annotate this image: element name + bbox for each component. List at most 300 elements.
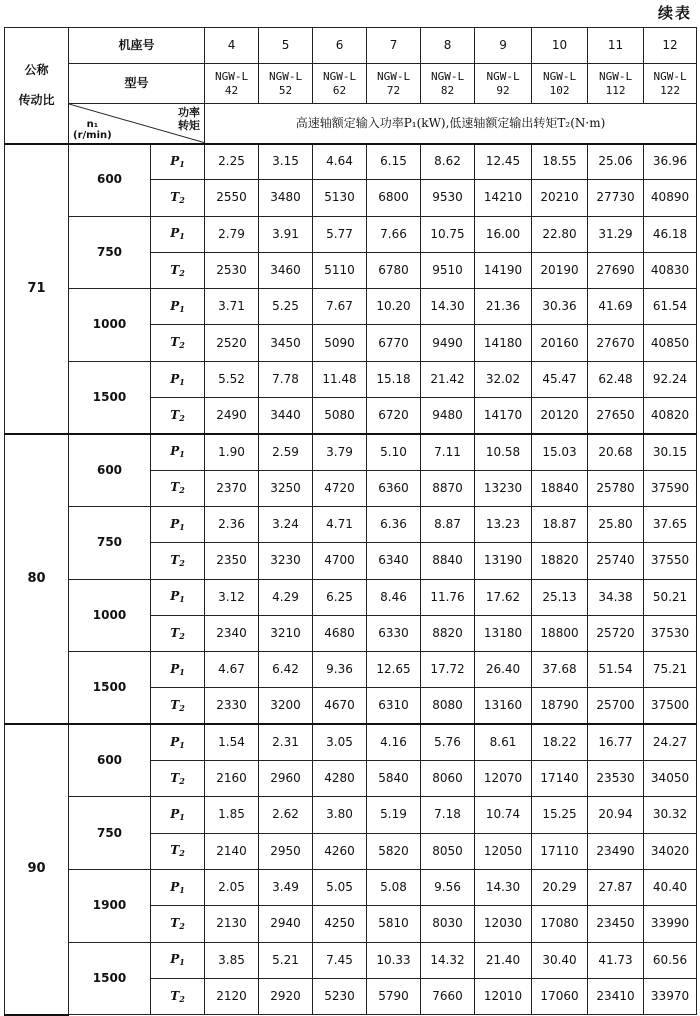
power-symbol — [151, 506, 205, 542]
power-value: 15.25 — [532, 797, 588, 833]
torque-value: 3250 — [259, 470, 313, 506]
symbol-letter: T — [170, 988, 180, 1003]
torque-value: 14170 — [475, 398, 532, 434]
ratio-column-header — [5, 28, 69, 144]
symbol-subscript: 2 — [179, 485, 185, 496]
symbol-letter: P — [170, 154, 180, 168]
power-value: 5.52 — [205, 361, 259, 397]
torque-value: 17060 — [532, 978, 588, 1014]
power-value: 1.85 — [205, 797, 259, 833]
symbol-subscript: 1 — [179, 739, 185, 750]
torque-value: 3450 — [259, 325, 313, 361]
torque-value: 2530 — [205, 252, 259, 288]
torque-value: 3230 — [259, 543, 313, 579]
symbol-letter: T — [170, 625, 180, 640]
power-value: 8.87 — [421, 506, 475, 542]
diagonal-header-cell — [69, 104, 205, 144]
power-symbol — [151, 434, 205, 470]
power-value: 4.16 — [367, 724, 421, 760]
power-value: 30.36 — [532, 289, 588, 325]
torque-value: 20160 — [532, 325, 588, 361]
symbol-subscript: 1 — [179, 957, 185, 968]
torque-value: 5090 — [313, 325, 367, 361]
table-row — [5, 797, 697, 833]
table-row — [5, 724, 697, 760]
power-value: 3.71 — [205, 289, 259, 325]
model-series: NGW-L — [653, 69, 687, 83]
torque-symbol — [151, 978, 205, 1014]
ratio-cell: 71 — [5, 144, 69, 434]
model-series: NGW-L — [430, 69, 465, 83]
torque-value: 6780 — [367, 252, 421, 288]
torque-symbol — [151, 688, 205, 724]
torque-value: 17080 — [532, 906, 588, 942]
input-speed-label — [73, 119, 112, 141]
torque-value: 37530 — [644, 615, 697, 651]
power-value: 16.77 — [588, 724, 644, 760]
torque-value: 25720 — [588, 615, 644, 651]
power-value: 25.06 — [588, 144, 644, 180]
torque-value: 18800 — [532, 615, 588, 651]
symbol-letter: T — [170, 190, 180, 205]
input-speed-cell: 750 — [69, 216, 151, 289]
symbol-subscript: 1 — [179, 521, 185, 532]
model-cell — [475, 64, 532, 104]
torque-value: 5840 — [367, 761, 421, 797]
power-symbol — [151, 144, 205, 180]
power-value: 13.23 — [475, 506, 532, 542]
symbol-letter: P — [170, 516, 180, 531]
torque-value: 14190 — [475, 252, 532, 288]
power-value: 92.24 — [644, 361, 697, 397]
frame-number-11: 11 — [588, 28, 644, 64]
power-value: 5.25 — [259, 289, 313, 325]
symbol-subscript: 2 — [179, 775, 185, 786]
model-size: 122 — [660, 83, 680, 97]
table-row — [5, 289, 697, 325]
gear-reducer-rating-table — [4, 27, 697, 1016]
torque-value: 6800 — [367, 180, 421, 216]
torque-value: 25700 — [588, 688, 644, 724]
model-size: 92 — [496, 83, 510, 97]
power-value: 7.45 — [313, 942, 367, 978]
torque-value: 23530 — [588, 761, 644, 797]
torque-value: 4670 — [313, 688, 367, 724]
table-row — [5, 144, 697, 180]
torque-value: 4260 — [313, 833, 367, 869]
torque-value: 25780 — [588, 470, 644, 506]
model-series: NGW-L — [268, 69, 303, 83]
torque-value: 5810 — [367, 906, 421, 942]
frame-number-7: 7 — [367, 28, 421, 64]
torque-value: 40890 — [644, 180, 697, 216]
power-value: 7.78 — [259, 361, 313, 397]
torque-value: 6340 — [367, 543, 421, 579]
power-value: 3.15 — [259, 144, 313, 180]
torque-value: 40820 — [644, 398, 697, 434]
symbol-subscript: 1 — [179, 376, 185, 387]
power-value: 10.20 — [367, 289, 421, 325]
power-value: 3.49 — [259, 869, 313, 905]
power-value: 14.30 — [475, 869, 532, 905]
torque-symbol — [151, 470, 205, 506]
power-value: 37.68 — [532, 652, 588, 688]
symbol-subscript: 1 — [179, 231, 185, 242]
frame-number-8: 8 — [421, 28, 475, 64]
symbol-letter: P — [170, 661, 180, 676]
torque-value: 27690 — [588, 252, 644, 288]
torque-value: 12070 — [475, 761, 532, 797]
table-row — [5, 361, 697, 397]
symbol-letter: T — [170, 335, 180, 350]
power-value: 8.46 — [367, 579, 421, 615]
power-symbol — [151, 869, 205, 905]
power-symbol — [151, 216, 205, 252]
power-value: 10.74 — [475, 797, 532, 833]
power-symbol — [151, 652, 205, 688]
model-series: NGW-L — [542, 69, 577, 83]
power-value: 3.85 — [205, 942, 259, 978]
ratio-cell: 90 — [5, 724, 69, 1014]
power-value: 5.76 — [421, 724, 475, 760]
power-value: 12.65 — [367, 652, 421, 688]
model-series: NGW-L — [376, 69, 411, 83]
torque-value: 18820 — [532, 543, 588, 579]
torque-value: 9490 — [421, 325, 475, 361]
torque-value: 7660 — [421, 978, 475, 1014]
symbol-letter: P — [170, 952, 180, 967]
model-cell — [205, 64, 259, 104]
ratio-cell: 80 — [5, 434, 69, 724]
power-value: 12.45 — [475, 144, 532, 180]
power-value: 4.64 — [313, 144, 367, 180]
torque-value: 8050 — [421, 833, 475, 869]
power-value: 5.19 — [367, 797, 421, 833]
torque-value: 20120 — [532, 398, 588, 434]
frame-number-12: 12 — [644, 28, 697, 64]
model-cell — [421, 64, 475, 104]
symbol-subscript: 2 — [179, 920, 185, 931]
power-value: 61.54 — [644, 289, 697, 325]
power-value: 2.62 — [259, 797, 313, 833]
torque-symbol — [151, 833, 205, 869]
model-series: NGW-L — [598, 69, 633, 83]
power-value: 36.96 — [644, 144, 697, 180]
torque-value: 13160 — [475, 688, 532, 724]
power-value: 62.48 — [588, 361, 644, 397]
symbol-subscript: 1 — [179, 594, 185, 605]
torque-value: 2340 — [205, 615, 259, 651]
power-value: 9.36 — [313, 652, 367, 688]
rating-note: 高速轴额定输入功率P₁(kW),低速轴额定输出转矩T₂(N·m) — [205, 104, 697, 144]
torque-value: 23450 — [588, 906, 644, 942]
torque-symbol — [151, 761, 205, 797]
symbol-letter: P — [170, 879, 180, 894]
power-value: 3.24 — [259, 506, 313, 542]
torque-value: 6310 — [367, 688, 421, 724]
table-row — [5, 579, 697, 615]
torque-value: 34050 — [644, 761, 697, 797]
symbol-subscript: 1 — [179, 159, 185, 169]
power-value: 26.40 — [475, 652, 532, 688]
symbol-letter: T — [170, 262, 180, 277]
symbol-subscript: 1 — [179, 449, 185, 460]
torque-value: 5230 — [313, 978, 367, 1014]
frame-number-6: 6 — [313, 28, 367, 64]
power-value: 21.40 — [475, 942, 532, 978]
symbol-subscript: 1 — [179, 812, 185, 823]
torque-value: 5110 — [313, 252, 367, 288]
power-value: 14.30 — [421, 289, 475, 325]
ratio-header-line2: 传动比 — [18, 93, 55, 108]
model-size: 102 — [549, 83, 570, 97]
input-speed-cell: 1500 — [69, 942, 151, 1015]
frame-number-5: 5 — [259, 28, 313, 64]
power-value: 14.32 — [421, 942, 475, 978]
torque-value: 12030 — [475, 906, 532, 942]
header-unit-row — [5, 104, 697, 144]
input-speed-cell: 1500 — [69, 361, 151, 434]
power-value: 16.00 — [475, 216, 532, 252]
torque-value: 3460 — [259, 252, 313, 288]
torque-value: 5130 — [313, 180, 367, 216]
torque-value: 6330 — [367, 615, 421, 651]
table-row — [5, 216, 697, 252]
power-value: 45.47 — [532, 361, 588, 397]
torque-value: 13190 — [475, 543, 532, 579]
torque-value: 6770 — [367, 325, 421, 361]
power-torque-label — [178, 106, 200, 132]
continued-label: 续表 — [657, 4, 692, 22]
power-value: 3.80 — [313, 797, 367, 833]
power-value: 4.29 — [259, 579, 313, 615]
power-value: 60.56 — [644, 942, 697, 978]
torque-value: 9530 — [421, 180, 475, 216]
symbol-letter: T — [170, 915, 180, 930]
power-value: 2.25 — [205, 144, 259, 180]
power-value: 31.29 — [588, 216, 644, 252]
symbol-subscript: 1 — [179, 666, 185, 677]
torque-value: 25740 — [588, 543, 644, 579]
torque-value: 8060 — [421, 761, 475, 797]
power-value: 75.21 — [644, 652, 697, 688]
torque-value: 40830 — [644, 252, 697, 288]
torque-value: 9510 — [421, 252, 475, 288]
torque-value: 23410 — [588, 978, 644, 1014]
torque-value: 2370 — [205, 470, 259, 506]
input-speed-cell: 600 — [69, 724, 151, 797]
power-symbol — [151, 361, 205, 397]
power-value: 17.62 — [475, 579, 532, 615]
power-value: 51.54 — [588, 652, 644, 688]
torque-value: 17140 — [532, 761, 588, 797]
header-frame-row — [5, 28, 697, 64]
power-value: 18.22 — [532, 724, 588, 760]
model-cell — [367, 64, 421, 104]
input-speed-cell: 600 — [69, 434, 151, 507]
power-value: 30.40 — [532, 942, 588, 978]
power-value: 9.56 — [421, 869, 475, 905]
torque-value: 33970 — [644, 978, 697, 1014]
power-value: 30.15 — [644, 434, 697, 470]
power-value: 6.15 — [367, 144, 421, 180]
symbol-letter: P — [170, 226, 180, 241]
torque-value: 3440 — [259, 398, 313, 434]
torque-value: 3200 — [259, 688, 313, 724]
input-speed-cell: 1000 — [69, 579, 151, 652]
power-value: 1.90 — [205, 434, 259, 470]
torque-value: 27650 — [588, 398, 644, 434]
torque-value: 5790 — [367, 978, 421, 1014]
symbol-letter: P — [170, 734, 180, 749]
symbol-subscript: 2 — [179, 630, 185, 641]
power-value: 18.87 — [532, 506, 588, 542]
symbol-letter: T — [170, 770, 180, 785]
power-value: 1.54 — [205, 724, 259, 760]
power-value: 7.66 — [367, 216, 421, 252]
power-symbol — [151, 289, 205, 325]
torque-value: 2160 — [205, 761, 259, 797]
symbol-subscript: 2 — [179, 195, 185, 206]
torque-symbol — [151, 906, 205, 942]
input-speed-cell: 1900 — [69, 869, 151, 942]
torque-value: 20210 — [532, 180, 588, 216]
power-value: 6.25 — [313, 579, 367, 615]
power-value: 25.80 — [588, 506, 644, 542]
symbol-letter: P — [170, 807, 180, 822]
table-row — [5, 506, 697, 542]
torque-value: 2330 — [205, 688, 259, 724]
power-value: 11.48 — [313, 361, 367, 397]
input-speed-cell: 1000 — [69, 289, 151, 362]
torque-value: 2130 — [205, 906, 259, 942]
torque-value: 23490 — [588, 833, 644, 869]
model-cell — [313, 64, 367, 104]
torque-value: 18840 — [532, 470, 588, 506]
frame-number-4: 4 — [205, 28, 259, 64]
power-value: 21.42 — [421, 361, 475, 397]
power-value: 25.13 — [532, 579, 588, 615]
n1-label: n₁ — [86, 118, 99, 130]
power-value: 37.65 — [644, 506, 697, 542]
torque-value: 13230 — [475, 470, 532, 506]
ratio-header-line1: 公称 — [24, 63, 49, 78]
torque-value: 37500 — [644, 688, 697, 724]
power-symbol — [151, 724, 205, 760]
table-row — [5, 652, 697, 688]
power-value: 10.75 — [421, 216, 475, 252]
torque-value: 2120 — [205, 978, 259, 1014]
table-row — [5, 434, 697, 470]
power-value: 11.76 — [421, 579, 475, 615]
model-size: 82 — [440, 83, 455, 97]
power-value: 34.38 — [588, 579, 644, 615]
torque-value: 14180 — [475, 325, 532, 361]
power-value: 5.10 — [367, 434, 421, 470]
power-value: 8.62 — [421, 144, 475, 180]
torque-label: 转矩 — [178, 119, 201, 132]
power-value: 4.71 — [313, 506, 367, 542]
torque-value: 8080 — [421, 688, 475, 724]
power-label: 功率 — [178, 106, 201, 119]
torque-value: 33990 — [644, 906, 697, 942]
power-value: 7.67 — [313, 289, 367, 325]
symbol-subscript: 2 — [179, 558, 185, 569]
torque-value: 4700 — [313, 543, 367, 579]
torque-value: 2940 — [259, 906, 313, 942]
input-speed-cell: 600 — [69, 144, 151, 217]
symbol-letter: T — [170, 407, 180, 422]
torque-value: 5820 — [367, 833, 421, 869]
power-value: 8.61 — [475, 724, 532, 760]
power-value: 46.18 — [644, 216, 697, 252]
torque-value: 4280 — [313, 761, 367, 797]
torque-value: 37590 — [644, 470, 697, 506]
torque-value: 37550 — [644, 543, 697, 579]
torque-value: 6360 — [367, 470, 421, 506]
frame-number-10: 10 — [532, 28, 588, 64]
power-value: 40.40 — [644, 869, 697, 905]
symbol-subscript: 2 — [179, 340, 185, 351]
power-value: 7.18 — [421, 797, 475, 833]
torque-value: 2490 — [205, 398, 259, 434]
torque-value: 4680 — [313, 615, 367, 651]
power-value: 21.36 — [475, 289, 532, 325]
power-value: 15.18 — [367, 361, 421, 397]
table-row — [5, 942, 697, 978]
torque-value: 2520 — [205, 325, 259, 361]
power-value: 20.29 — [532, 869, 588, 905]
rpm-unit-label: (r/min) — [73, 129, 112, 141]
model-cell — [644, 64, 697, 104]
table-row — [5, 869, 697, 905]
power-value: 2.79 — [205, 216, 259, 252]
torque-value: 2140 — [205, 833, 259, 869]
power-value: 32.02 — [475, 361, 532, 397]
symbol-letter: T — [170, 480, 180, 495]
power-value: 5.21 — [259, 942, 313, 978]
input-speed-cell: 1500 — [69, 652, 151, 725]
model-cell — [588, 64, 644, 104]
symbol-letter: P — [170, 444, 180, 459]
input-speed-cell: 750 — [69, 506, 151, 579]
torque-value: 34020 — [644, 833, 697, 869]
torque-symbol — [151, 543, 205, 579]
power-value: 7.11 — [421, 434, 475, 470]
power-value: 50.21 — [644, 579, 697, 615]
power-value: 2.59 — [259, 434, 313, 470]
torque-value: 5080 — [313, 398, 367, 434]
frame-number-label: 机座号 — [69, 28, 205, 64]
symbol-subscript: 2 — [179, 412, 185, 423]
torque-value: 6720 — [367, 398, 421, 434]
power-symbol — [151, 942, 205, 978]
torque-value: 2350 — [205, 543, 259, 579]
power-value: 22.80 — [532, 216, 588, 252]
power-symbol — [151, 579, 205, 615]
power-symbol — [151, 797, 205, 833]
symbol-letter: P — [170, 298, 180, 313]
model-series: NGW-L — [214, 69, 249, 83]
power-value: 15.03 — [532, 434, 588, 470]
header-model-row — [5, 64, 697, 104]
torque-value: 17110 — [532, 833, 588, 869]
symbol-subscript: 2 — [179, 993, 185, 1004]
torque-value: 27670 — [588, 325, 644, 361]
input-speed-cell: 750 — [69, 797, 151, 870]
model-size: 112 — [605, 83, 626, 97]
model-size: 72 — [386, 83, 401, 97]
